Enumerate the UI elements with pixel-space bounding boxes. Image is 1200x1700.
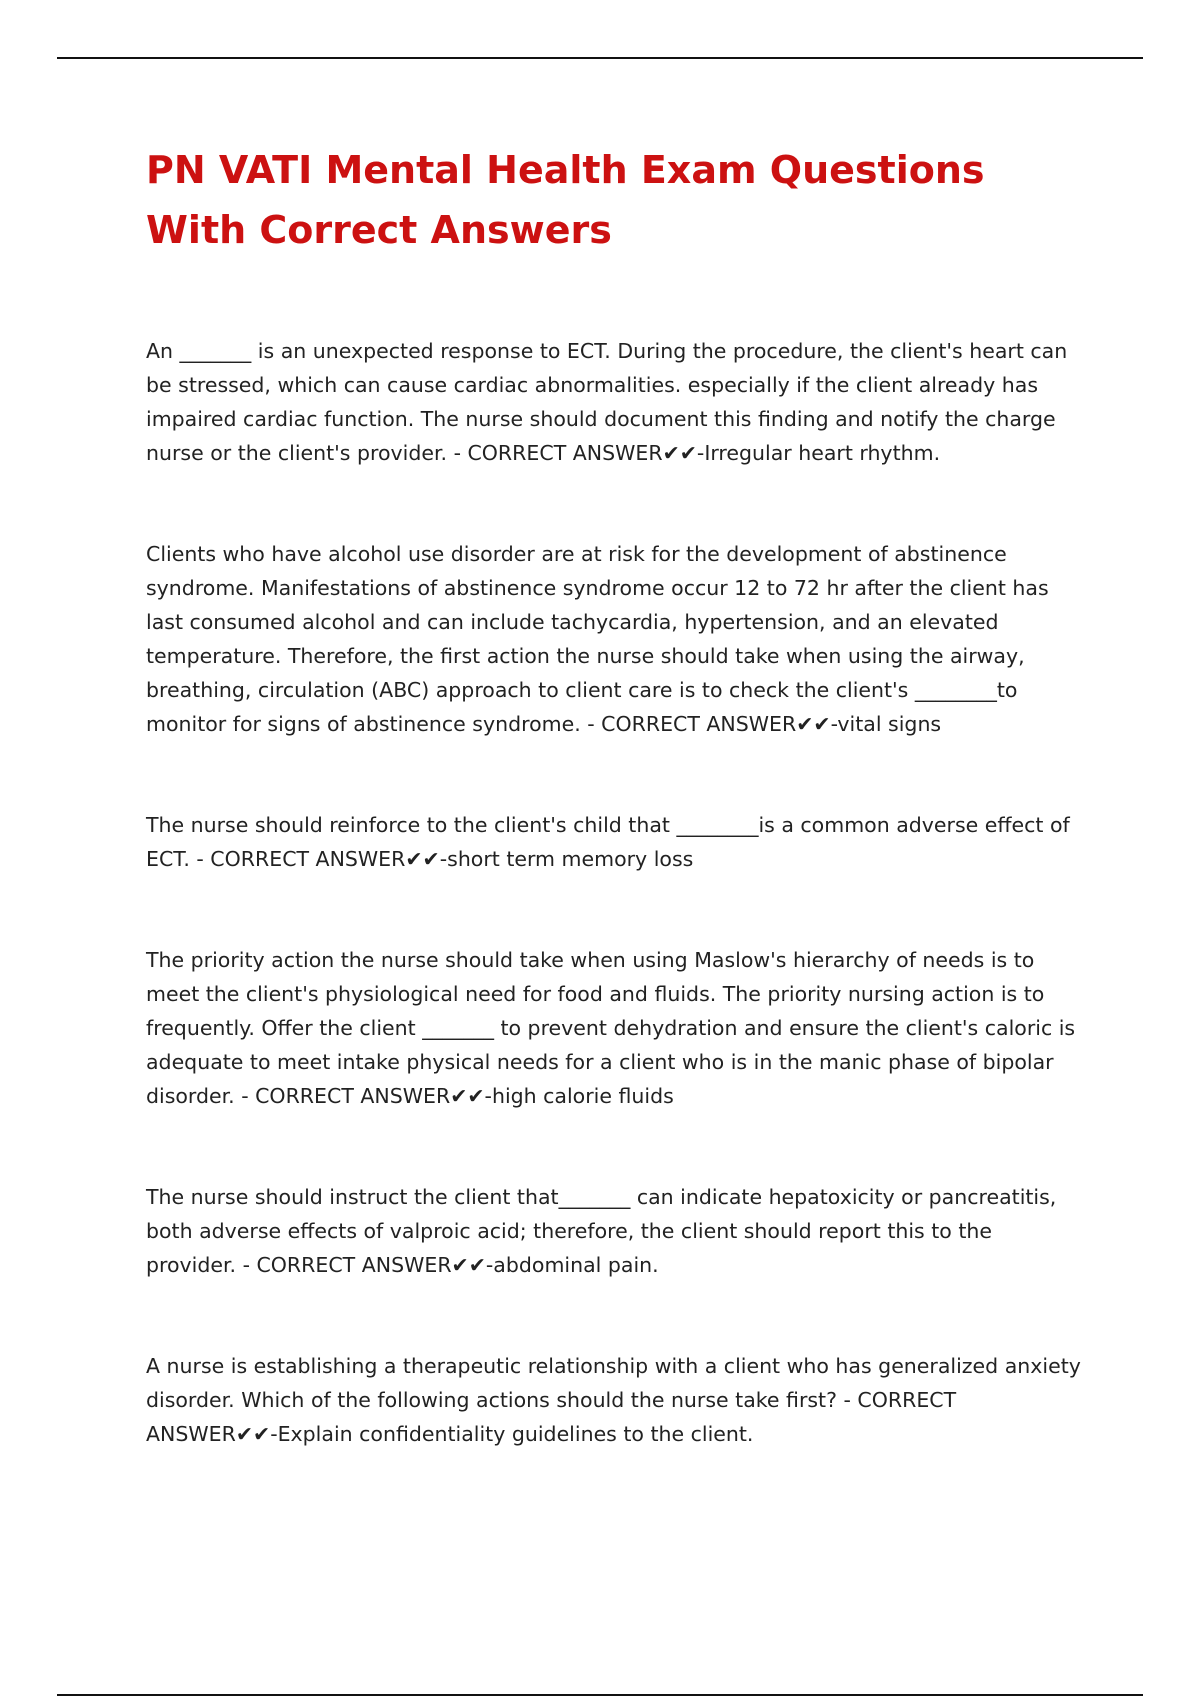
question-answer-2: Clients who have alcohol use disorder are at risk for the development of abstinence syndrome. Manifestations of abstinence syndrome occur 12 to 72 hr after the client has last consumed alcohol and can include tachycardia, hypertension, and an elevated temperature. Therefore, the first action the nurse should take when using the airway, breathing, circulation (ABC) approach to client care is to check the client's ________to monitor for signs of abstinence syndrome. - CORRECT ANSWER✔✔-vital signs <box>146 542 1049 736</box>
question-list <box>146 334 1086 1451</box>
document-body <box>146 140 1086 1518</box>
top-divider <box>57 57 1143 59</box>
question-answer-6: A nurse is establishing a therapeutic relationship with a client who has generalized anxiety disorder. Which of the following actions should the nurse take first? - CORRECT ANSWER✔✔-Explain confidentiality guidelines to the client. <box>146 1354 1081 1446</box>
question-answer-5: The nurse should instruct the client that_______ can indicate hepatoxicity or pancreatitis, both adverse effects of valproic acid; therefore, the client should report this to the provider. - CORRECT ANSWER✔✔-abdominal pain. <box>146 1185 1057 1277</box>
question-answer-3: The nurse should reinforce to the client's child that ________is a common adverse effect of ECT. - CORRECT ANSWER✔✔-short term memory loss <box>146 813 1070 871</box>
question-answer-1: An _______ is an unexpected response to ECT. During the procedure, the client's heart can be stressed, which can cause cardiac abnormalities. especially if the client already has impaired cardiac function. The nurse should document this finding and notify the charge nurse or the client's provider. - CORRECT ANSWER✔✔-Irregular heart rhythm. <box>146 339 1068 465</box>
bottom-divider <box>57 1694 1143 1696</box>
question-answer-4: The priority action the nurse should take when using Maslow's hierarchy of needs is to meet the client's physiological need for food and fluids. The priority nursing action is to frequently. Offer the client _______ to prevent dehydration and ensure the client's caloric is adequate to meet intake physical needs for a client who is in the manic phase of bipolar disorder. - CORRECT ANSWER✔✔-high calorie fluids <box>146 948 1076 1108</box>
document-title: PN VATI Mental Health Exam Questions With Correct Answers <box>146 148 985 252</box>
